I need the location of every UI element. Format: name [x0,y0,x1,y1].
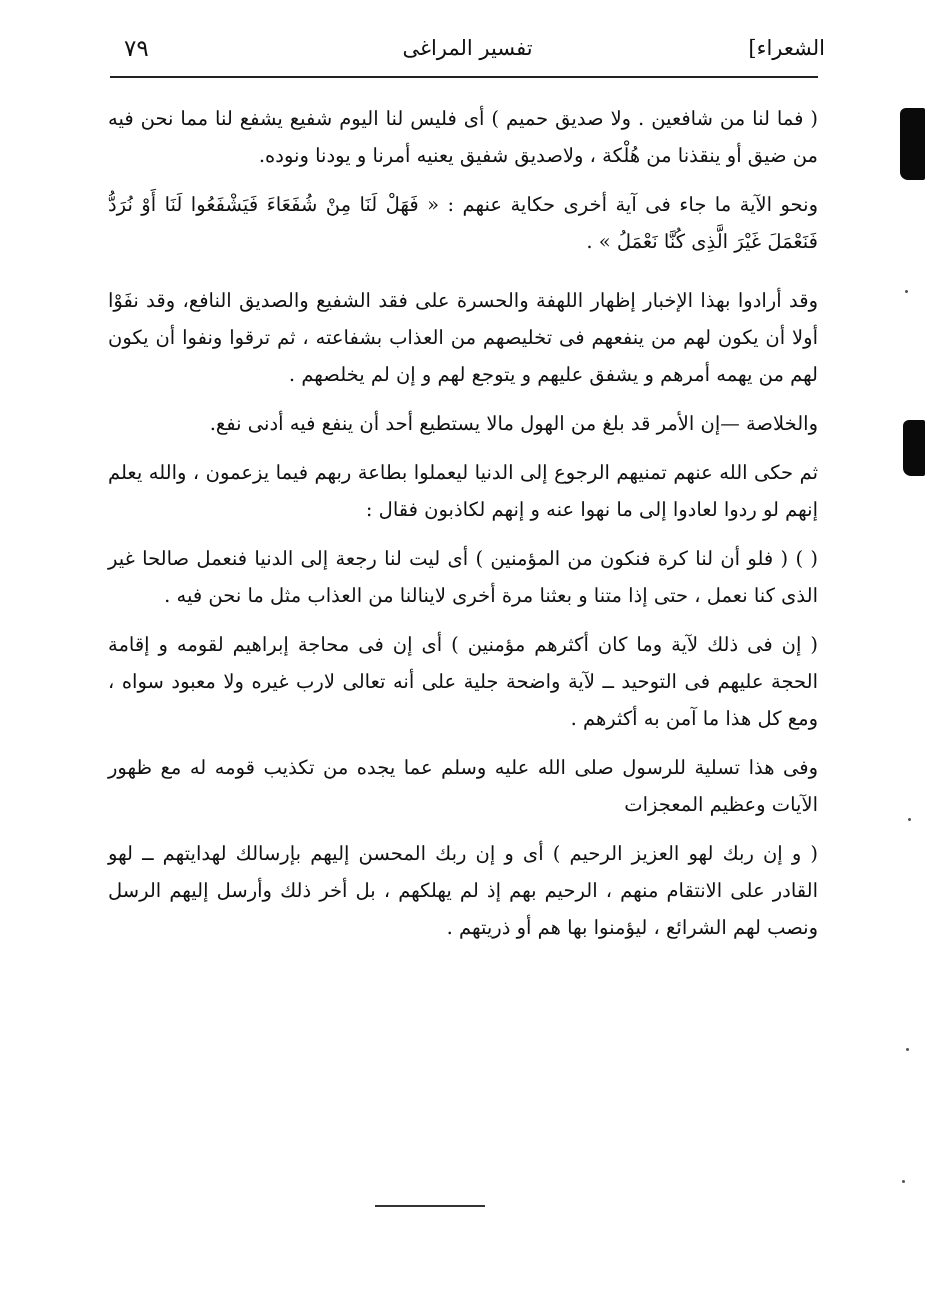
paragraph-4: والخلاصة —إن الأمر قد بلغ من الهول مالا يستطيع أحد أن ينفع فيه أدنى نفع. [209,412,818,435]
page-header [110,32,825,72]
closing-rule [375,1205,485,1207]
scan-speck [905,290,908,293]
scan-speck [902,1180,905,1183]
book-title: تفسير المراغى [402,36,533,60]
paragraph-5: ثم حكى الله عنهم تمنيهم الرجوع إلى الدنيا ليعملوا بطاعة ربهم فيما يزعمون ، والله يعلم إنهم لو ردوا لعادوا إلى ما نهوا عنه و إنهم لكاذبون فقال : [108,461,818,521]
page-number: ٧٩ [124,36,149,62]
scan-artifact [900,108,925,180]
paragraph-3: وقد أرادوا بهذا الإخبار إظهار اللهفة والحسرة على فقد الشفيع والصديق النافع، وقد نفَوْا أولا أن يكون لهم من ينفعهم فى تخليصهم من العذاب بشفاعته ، ثم ترقوا ونفوا أن يكون لهم من يهمه أمرهم و يشفق عليهم و يتوجع لهم و إن لم يخلصهم . [108,289,818,386]
paragraph-6: ( ) ( فلو أن لنا كرة فنكون من المؤمنين ) أى ليت لنا رجعة إلى الدنيا فنعمل صالحا غير الذى كنا نعمل ، حتى إذا متنا و بعثنا مرة أخرى لاينالنا من العذاب مثل ما نحن فيه . [108,547,818,607]
scan-artifact [903,420,925,476]
scan-speck [908,818,911,821]
header-rule [110,76,818,78]
paragraph-1: ( فما لنا من شافعين . ولا صديق حميم ) أى فليس لنا اليوم شفيع يشفع لنا مما نحن فيه من ضيق أو ينقذنا من هُلْكة ، ولاصديق شفيق يعنيه أمرنا و يودنا ونوده. [108,107,818,167]
paragraph-8: وفى هذا تسلية للرسول صلى الله عليه وسلم عما يجده من تكذيب قومه له مع ظهور الآيات وعظيم المعجزات [108,756,818,816]
surah-name: الشعراء] [748,36,825,60]
paragraph-7: ( إن فى ذلك لآية وما كان أكثرهم مؤمنين ) أى إن فى محاجة إبراهيم لقومه و إقامة الحجة عليهم فى التوحيد ــ لآية واضحة جلية على أنه تعالى لارب غيره ولا معبود سواه ، ومع كل هذا ما آمن به أكثرهم . [108,633,818,730]
commentary-text [108,100,818,958]
scan-speck [906,1048,909,1051]
paragraph-2: ونحو الآية ما جاء فى آية أخرى حكاية عنهم : « فَهَلْ لَنَا مِنْ شُفَعَاءَ فَيَشْفَعُوا لَنَا أَوْ نُرَدُّ فَنَعْمَلَ غَيْرَ الَّذِى كُنَّا نَعْمَلُ » . [108,193,818,253]
paragraph-9: ( و إن ربك لهو العزيز الرحيم ) أى و إن ربك المحسن إليهم بإرسالك لهدايتهم ــ لهو القادر على الانتقام منهم ، الرحيم بهم إذ لم يهلكهم ، بل أخر ذلك وأرسل إليهم الرسل ونصب لهم الشرائع ، ليؤمنوا بها هم أو ذريتهم . [108,842,818,939]
